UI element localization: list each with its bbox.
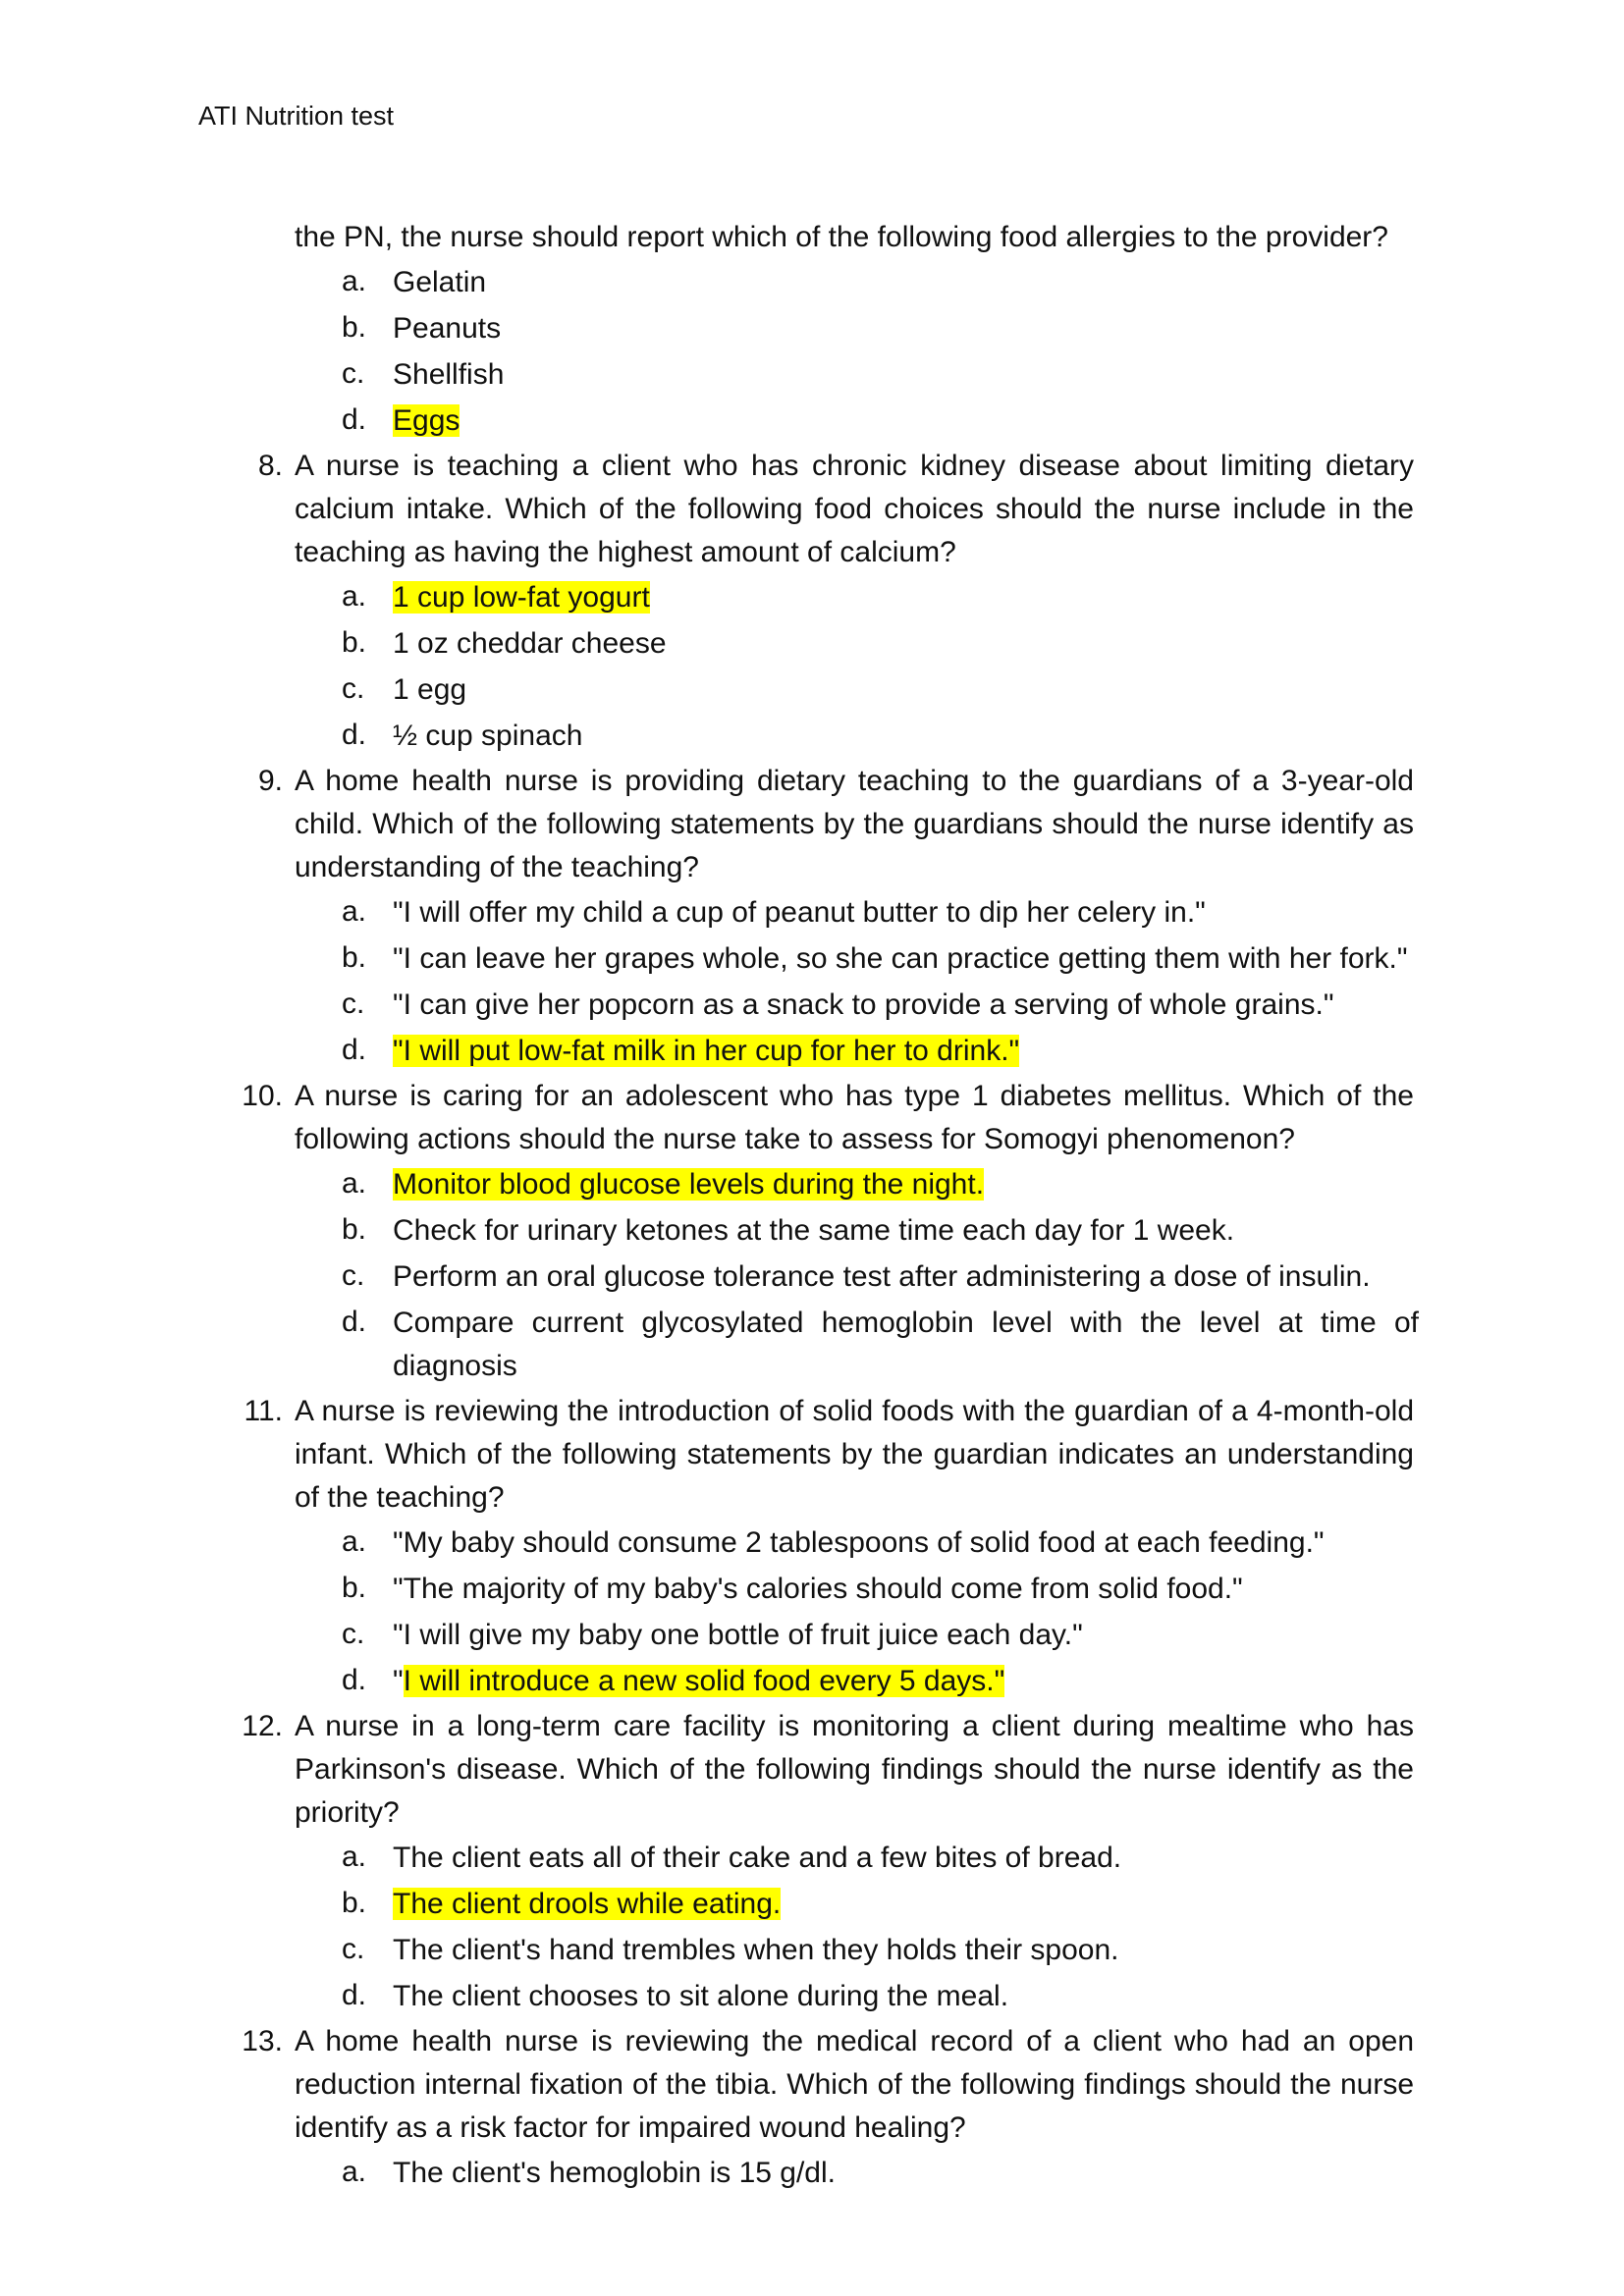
highlighted-answer: "I will put low-fat milk in her cup for her to drink." <box>393 1035 1020 1067</box>
question-number: 12. <box>242 1710 283 1742</box>
highlighted-answer: 1 cup low-fat yogurt <box>393 581 650 614</box>
answer-option: c. "I will give my baby one bottle of fruit juice each day." <box>342 1618 1083 1651</box>
answer-option: b. "I can leave her grapes whole, so she can practice getting them with her fork." <box>342 941 1408 975</box>
answer-option: b. "The majority of my baby's calories should come from solid food." <box>342 1572 1243 1605</box>
question-item <box>242 2020 1414 2150</box>
highlighted-answer: I will introduce a new solid food every 5 days." <box>403 1665 1005 1697</box>
highlighted-answer: Eggs <box>393 404 460 437</box>
question-list <box>0 216 1624 2197</box>
question-number: 13. <box>242 2025 283 2057</box>
answer-option-correct: d. "I will put low-fat milk in her cup for her to drink." <box>342 1034 1020 1067</box>
question-stem: A nurse is caring for an adolescent who has type 1 diabetes mellitus. Which of the following actions should the nurse take to assess for Somogyi phenomenon? <box>295 1080 1414 1155</box>
answer-option: c. "I can give her popcorn as a snack to provide a serving of whole grains." <box>342 988 1334 1021</box>
answer-option: a. "I will offer my child a cup of peanut butter to dip her celery in." <box>342 895 1206 929</box>
question-item <box>242 1075 1414 1161</box>
answer-option: b. 1 oz cheddar cheese <box>342 626 667 660</box>
answer-option: c. 1 egg <box>342 672 467 706</box>
question-stem-continued: the PN, the nurse should report which of the following food allergies to the provider? <box>295 221 1388 253</box>
question-item <box>244 1390 1414 1520</box>
question-item <box>257 760 1414 889</box>
answer-option-correct: a. Monitor blood glucose levels during the night. <box>342 1167 985 1201</box>
answer-option: c. Shellfish <box>342 357 505 391</box>
question-number: 11. <box>244 1395 283 1427</box>
answer-option: b. Peanuts <box>342 311 502 345</box>
answer-option-correct: b. The client drools while eating. <box>342 1887 782 1920</box>
question-item <box>242 1705 1414 1835</box>
page-header: ATI Nutrition test <box>198 101 395 131</box>
answer-option: a. "My baby should consume 2 tablespoons of solid food at each feeding." <box>342 1525 1325 1559</box>
answer-option: a. The client eats all of their cake and a few bites of bread. <box>342 1841 1122 1874</box>
question-stem: A nurse is reviewing the introduction of solid foods with the guardian of a 4-month-old infant. Which of the following statements by the guardian indicates an understanding of the teaching? <box>295 1395 1414 1514</box>
answer-option: a. The client's hemoglobin is 15 g/dl. <box>342 2156 836 2189</box>
question-item <box>257 445 1414 574</box>
question-number: 9. <box>257 765 283 797</box>
answer-option: c. The client's hand trembles when they holds their spoon. <box>342 1933 1119 1966</box>
answer-option: b. Check for urinary ketones at the same time each day for 1 week. <box>342 1213 1235 1247</box>
answer-option: d. ½ cup spinach <box>342 719 583 752</box>
answer-option: d. The client chooses to sit alone during the meal. <box>342 1979 1009 2012</box>
answer-option-correct: d. Eggs <box>342 403 460 437</box>
answer-option-correct: a. 1 cup low-fat yogurt <box>342 580 650 614</box>
highlighted-answer: The client drools while eating. <box>393 1888 782 1920</box>
question-stem: A home health nurse is reviewing the medical record of a client who had an open reduction internal fixation of the tibia. Which of the following findings should the nurse identify as a risk factor for impaired wound healing? <box>295 2025 1414 2144</box>
answer-option: d. Compare current glycosylated hemoglobin level with the level at time of diagnosis <box>342 1306 1419 1382</box>
question-number: 8. <box>257 450 283 482</box>
question-stem: A home health nurse is providing dietary teaching to the guardians of a 3-year-old child. Which of the following statements by the guardians should the nurse identify as understanding of the teaching? <box>295 765 1414 883</box>
answer-option-correct: d. "I will introduce a new solid food every 5 days." <box>342 1664 1005 1697</box>
question-stem: A nurse in a long-term care facility is monitoring a client during mealtime who has Parkinson's disease. Which of the following findings should the nurse identify as the priority? <box>295 1710 1414 1829</box>
answer-option: a. Gelatin <box>342 265 487 298</box>
highlighted-answer: Monitor blood glucose levels during the night. <box>393 1168 985 1201</box>
question-number: 10. <box>242 1080 283 1112</box>
answer-option: c. Perform an oral glucose tolerance test after administering a dose of insulin. <box>342 1259 1371 1293</box>
question-stem: A nurse is teaching a client who has chronic kidney disease about limiting dietary calcium intake. Which of the following food choices should the nurse include in the teaching as having the highest amount of calcium? <box>295 450 1414 568</box>
